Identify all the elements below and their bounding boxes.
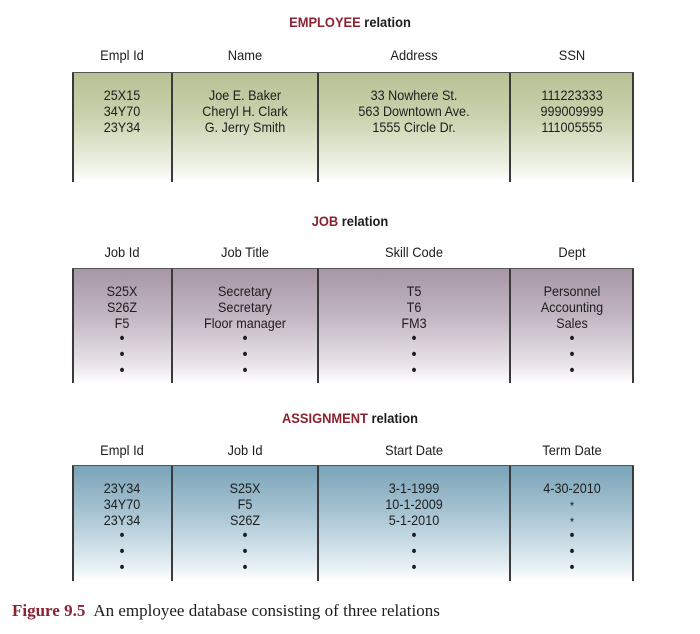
employee-col-address [328,87,501,135]
continuation-dot: • [119,330,125,347]
column-divider [509,73,511,182]
continuation-dot: • [242,346,248,363]
relation-name: EMPLOYEE [289,14,361,30]
table-cell: Cheryl H. Clark [202,103,288,119]
table-cell: Floor manager [204,315,286,331]
continuation-dot: • [119,543,125,560]
continuation-dot: • [119,362,125,379]
continuation-dot: • [411,346,417,363]
relation-suffix: relation [371,410,418,426]
assignment-col-empl-id [77,480,167,576]
continuation-dot: • [569,559,575,576]
table-cell: Sales [556,315,588,331]
employee-header-address: Address [390,47,438,63]
table-cell: Accounting [540,299,604,315]
table-cell: S26Z [229,512,261,528]
continuation-dot: • [242,559,248,576]
table-cell: 4-30-2010 [543,480,601,496]
continuation-dot: • [411,362,417,379]
continuation-dot: • [411,543,417,560]
job-relation-title [28,213,672,229]
employee-header-name: Name [227,47,263,63]
column-divider [317,73,319,182]
column-divider [171,466,173,581]
relation-name: JOB [311,213,339,229]
table-cell: 111005555 [541,119,603,135]
table-cell: 23Y34 [103,119,141,135]
continuation-dot: • [242,543,248,560]
figure-number: Figure 9.5 [12,601,86,620]
table-cell: 5-1-2010 [388,512,440,528]
table-cell: T5 [406,283,422,299]
job-table [72,268,634,383]
continuation-dot: • [569,346,575,363]
column-divider [509,466,511,581]
job-header-job-title: Job Title [221,244,269,260]
table-cell: 563 Downtown Ave. [358,103,470,119]
table-cell: FM3 [401,315,427,331]
job-col-dept [516,283,628,379]
job-col-job-title [179,283,310,379]
table-cell: 34Y70 [103,103,141,119]
column-divider [317,269,319,383]
table-cell: S26Z [106,299,138,315]
table-cell: F5 [114,315,130,331]
table-cell: 23Y34 [103,480,141,496]
employee-table [72,72,634,182]
relation-suffix: relation [364,14,411,30]
figure-caption [12,601,440,621]
job-header-skill-code: Skill Code [385,244,443,260]
column-divider [317,466,319,581]
table-border [72,73,74,182]
table-cell: T6 [406,299,422,315]
assignment-col-term-date [516,480,628,576]
table-cell: 34Y70 [103,496,141,512]
continuation-dot: • [411,330,417,347]
continuation-dot: • [242,362,248,379]
table-border [632,466,634,581]
table-cell: S25X [106,283,138,299]
table-cell: Secretary [218,283,272,299]
employee-header-ssn: SSN [558,47,586,63]
employee-col-empl-id [77,87,167,135]
continuation-dot: • [569,543,575,560]
assignment-header-job-id: Job Id [227,442,263,458]
employee-relation-title [28,14,672,30]
continuation-dot: • [569,527,575,544]
table-cell: * [569,515,575,529]
table-cell: F5 [237,496,253,512]
employee-col-ssn [516,87,628,135]
relation-suffix: relation [341,213,389,229]
continuation-dot: • [569,362,575,379]
table-cell: 33 Nowhere St. [370,87,458,103]
continuation-dot: • [119,527,125,544]
column-divider [171,269,173,383]
assignment-col-start-date [328,480,501,576]
job-header-dept: Dept [558,244,586,260]
table-border [632,269,634,383]
assignment-col-job-id [179,480,310,576]
assignment-header-empl-id: Empl Id [100,442,144,458]
table-cell: 1555 Circle Dr. [372,119,456,135]
table-cell: * [569,499,575,513]
figure-caption-text: An employee database consisting of three relations [93,601,440,620]
column-divider [509,269,511,383]
table-cell: Joe E. Baker [208,87,282,103]
table-border [632,73,634,182]
table-cell: Personnel [543,283,601,299]
table-cell: Secretary [218,299,272,315]
table-border [72,269,74,383]
continuation-dot: • [411,527,417,544]
assignment-header-start-date: Start Date [385,442,443,458]
assignment-header-term-date: Term Date [542,442,602,458]
table-cell: 999009999 [540,103,604,119]
continuation-dot: • [242,527,248,544]
table-cell: S25X [229,480,261,496]
continuation-dot: • [411,559,417,576]
job-col-job-id [77,283,167,379]
continuation-dot: • [569,330,575,347]
assignment-relation-title [28,410,672,426]
relation-name: ASSIGNMENT [282,410,368,426]
table-cell: 25X15 [103,87,141,103]
assignment-table [72,465,634,581]
job-header-job-id: Job Id [104,244,140,260]
table-border [72,466,74,581]
continuation-dot: • [119,559,125,576]
column-divider [171,73,173,182]
table-cell: G. Jerry Smith [204,119,286,135]
table-cell: 111223333 [541,87,603,103]
continuation-dot: • [242,330,248,347]
table-cell: 10-1-2009 [385,496,443,512]
table-cell: 3-1-1999 [388,480,440,496]
employee-header-empl-id: Empl Id [100,47,144,63]
continuation-dot: • [119,346,125,363]
employee-col-name [179,87,310,135]
table-cell: 23Y34 [103,512,141,528]
job-col-skill-code [328,283,501,379]
